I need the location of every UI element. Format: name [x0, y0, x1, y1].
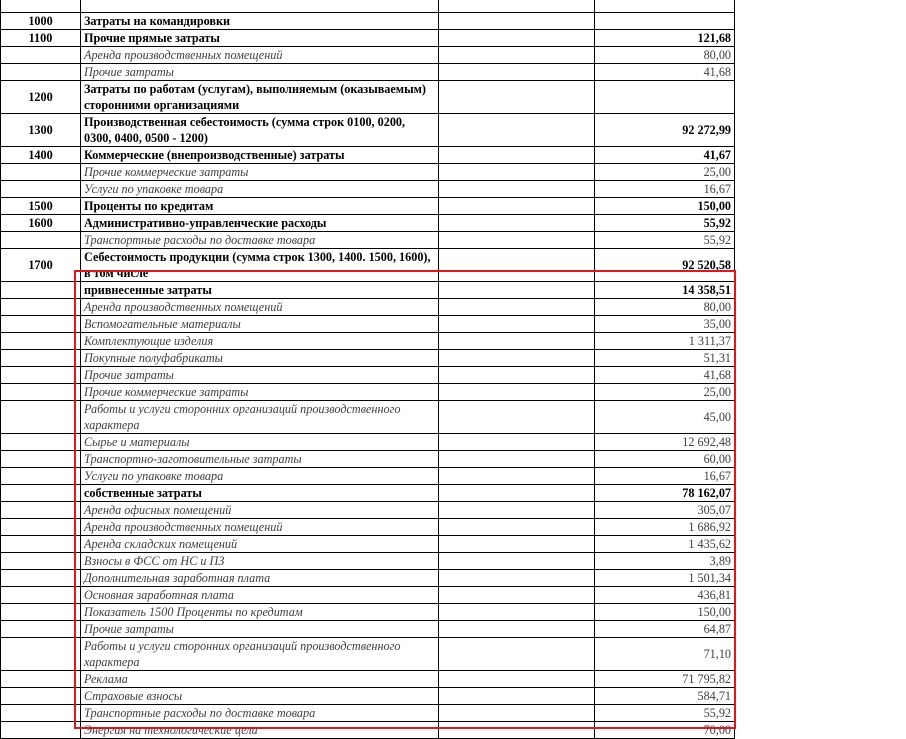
- code-cell: 1500: [1, 198, 81, 215]
- name-cell: Аренда складских помещений: [81, 536, 439, 553]
- mid-cell: [439, 164, 595, 181]
- mid-cell: [439, 485, 595, 502]
- mid-cell: [439, 401, 595, 434]
- table-row-heading: [1, 81, 735, 114]
- code-cell: [1, 638, 81, 671]
- name-cell: Основная заработная плата: [81, 587, 439, 604]
- mid-cell: [439, 705, 595, 722]
- table-row: [1, 671, 735, 688]
- mid-cell: [439, 688, 595, 705]
- code-cell: [1, 671, 81, 688]
- name-cell: Производственная себестоимость (сумма строк 0100, 0200, 0300, 0400, 0500 - 1200): [81, 114, 439, 147]
- table-row: [1, 604, 735, 621]
- mid-cell: [439, 316, 595, 333]
- name-cell: Страховые взносы: [81, 688, 439, 705]
- mid-cell: [439, 502, 595, 519]
- name-cell: Покупные полуфабрикаты: [81, 350, 439, 367]
- name-cell: Административно-управленческие расходы: [81, 215, 439, 232]
- table-row-heading: [1, 13, 735, 30]
- value-cell: 55,92: [595, 215, 735, 232]
- mid-cell: [439, 282, 595, 299]
- name-cell: [81, 0, 439, 13]
- code-cell: 1100: [1, 30, 81, 47]
- table-row-heading: [1, 30, 735, 47]
- mid-cell: [439, 147, 595, 164]
- name-cell: Прочие затраты: [81, 621, 439, 638]
- table-row: [1, 553, 735, 570]
- code-cell: [1, 519, 81, 536]
- mid-cell: [439, 30, 595, 47]
- code-cell: [1, 164, 81, 181]
- table-row: [1, 451, 735, 468]
- code-cell: [1, 0, 81, 13]
- code-cell: [1, 282, 81, 299]
- value-cell: 1 435,62: [595, 536, 735, 553]
- table-row-heading: [1, 147, 735, 164]
- name-cell: Себестоимость продукции (сумма строк 1300, 1400. 1500, 1600), в том числе: [81, 249, 439, 282]
- name-cell: Услуги по упаковке товара: [81, 181, 439, 198]
- value-cell: 14 358,51: [595, 282, 735, 299]
- code-cell: [1, 604, 81, 621]
- value-cell: 55,92: [595, 705, 735, 722]
- table-row: [1, 384, 735, 401]
- mid-cell: [439, 604, 595, 621]
- mid-cell: [439, 722, 595, 739]
- table-row: [1, 47, 735, 64]
- value-cell: 71,10: [595, 638, 735, 671]
- mid-cell: [439, 64, 595, 81]
- value-cell: 25,00: [595, 164, 735, 181]
- value-cell: 92 272,99: [595, 114, 735, 147]
- value-cell: 35,00: [595, 316, 735, 333]
- mid-cell: [439, 0, 595, 13]
- table-row: [1, 367, 735, 384]
- value-cell: 25,00: [595, 384, 735, 401]
- table-row: [1, 0, 735, 13]
- cost-table-body: [1, 0, 735, 739]
- value-cell: 16,67: [595, 468, 735, 485]
- code-cell: [1, 316, 81, 333]
- name-cell: собственные затраты: [81, 485, 439, 502]
- name-cell: Транспортные расходы по доставке товара: [81, 705, 439, 722]
- value-cell: 78 162,07: [595, 485, 735, 502]
- table-row: [1, 570, 735, 587]
- mid-cell: [439, 232, 595, 249]
- name-cell: Аренда производственных помещений: [81, 299, 439, 316]
- code-cell: [1, 350, 81, 367]
- code-cell: [1, 485, 81, 502]
- mid-cell: [439, 47, 595, 64]
- mid-cell: [439, 587, 595, 604]
- code-cell: [1, 587, 81, 604]
- mid-cell: [439, 434, 595, 451]
- mid-cell: [439, 468, 595, 485]
- name-cell: Прочие затраты: [81, 367, 439, 384]
- code-cell: [1, 502, 81, 519]
- mid-cell: [439, 350, 595, 367]
- name-cell: Коммерческие (внепроизводственные) затраты: [81, 147, 439, 164]
- table-row: [1, 536, 735, 553]
- name-cell: Затраты по работам (услугам), выполняемым (оказываемым) сторонними организациями: [81, 81, 439, 114]
- code-cell: [1, 536, 81, 553]
- mid-cell: [439, 570, 595, 587]
- table-row: [1, 621, 735, 638]
- value-cell: 92 520,58: [595, 249, 735, 282]
- mid-cell: [439, 249, 595, 282]
- mid-cell: [439, 671, 595, 688]
- code-cell: [1, 688, 81, 705]
- value-cell: 60,00: [595, 451, 735, 468]
- code-cell: 1400: [1, 147, 81, 164]
- table-row: [1, 587, 735, 604]
- mid-cell: [439, 384, 595, 401]
- table-row: [1, 434, 735, 451]
- value-cell: [595, 0, 735, 13]
- value-cell: 16,67: [595, 181, 735, 198]
- name-cell: Вспомогательные материалы: [81, 316, 439, 333]
- name-cell: Энергия на технологические цели: [81, 722, 439, 739]
- table-row: [1, 64, 735, 81]
- code-cell: [1, 621, 81, 638]
- name-cell: Работы и услуги сторонних организаций производственного характера: [81, 638, 439, 671]
- table-row: [1, 316, 735, 333]
- code-cell: [1, 232, 81, 249]
- table-row: [1, 164, 735, 181]
- table-row: [1, 519, 735, 536]
- value-cell: 121,68: [595, 30, 735, 47]
- name-cell: Аренда производственных помещений: [81, 519, 439, 536]
- table-row: [1, 333, 735, 350]
- value-cell: [595, 13, 735, 30]
- table-row: [1, 705, 735, 722]
- name-cell: Показатель 1500 Проценты по кредитам: [81, 604, 439, 621]
- code-cell: [1, 705, 81, 722]
- table-row-heading: [1, 282, 735, 299]
- code-cell: 1700: [1, 249, 81, 282]
- value-cell: 80,00: [595, 299, 735, 316]
- table-row: [1, 688, 735, 705]
- code-cell: [1, 553, 81, 570]
- mid-cell: [439, 333, 595, 350]
- value-cell: 55,92: [595, 232, 735, 249]
- code-cell: [1, 181, 81, 198]
- name-cell: Услуги по упаковке товара: [81, 468, 439, 485]
- code-cell: [1, 722, 81, 739]
- mid-cell: [439, 638, 595, 671]
- mid-cell: [439, 13, 595, 30]
- value-cell: 305,07: [595, 502, 735, 519]
- mid-cell: [439, 198, 595, 215]
- value-cell: 71 795,82: [595, 671, 735, 688]
- value-cell: 70,00: [595, 722, 735, 739]
- mid-cell: [439, 299, 595, 316]
- value-cell: 80,00: [595, 47, 735, 64]
- code-cell: 1300: [1, 114, 81, 147]
- name-cell: Прочие коммерческие затраты: [81, 164, 439, 181]
- table-row: [1, 502, 735, 519]
- mid-cell: [439, 181, 595, 198]
- name-cell: Транспортные расходы по доставке товара: [81, 232, 439, 249]
- code-cell: [1, 401, 81, 434]
- code-cell: [1, 367, 81, 384]
- code-cell: [1, 468, 81, 485]
- mid-cell: [439, 367, 595, 384]
- name-cell: Проценты по кредитам: [81, 198, 439, 215]
- value-cell: 41,68: [595, 367, 735, 384]
- table-row: [1, 468, 735, 485]
- mid-cell: [439, 215, 595, 232]
- code-cell: [1, 384, 81, 401]
- value-cell: 41,68: [595, 64, 735, 81]
- value-cell: 1 686,92: [595, 519, 735, 536]
- code-cell: [1, 64, 81, 81]
- table-row: [1, 181, 735, 198]
- value-cell: 584,71: [595, 688, 735, 705]
- name-cell: Аренда офисных помещений: [81, 502, 439, 519]
- name-cell: Прочие прямые затраты: [81, 30, 439, 47]
- value-cell: 12 692,48: [595, 434, 735, 451]
- code-cell: [1, 299, 81, 316]
- table-row: [1, 350, 735, 367]
- code-cell: [1, 570, 81, 587]
- value-cell: 45,00: [595, 401, 735, 434]
- value-cell: 1 311,37: [595, 333, 735, 350]
- value-cell: 51,31: [595, 350, 735, 367]
- mid-cell: [439, 451, 595, 468]
- table-row: [1, 638, 735, 671]
- table-row-heading: [1, 198, 735, 215]
- table-row: [1, 722, 735, 739]
- name-cell: Аренда производственных помещений: [81, 47, 439, 64]
- mid-cell: [439, 81, 595, 114]
- name-cell: Прочие коммерческие затраты: [81, 384, 439, 401]
- value-cell: 41,67: [595, 147, 735, 164]
- value-cell: [595, 81, 735, 114]
- table-row: [1, 299, 735, 316]
- code-cell: 1600: [1, 215, 81, 232]
- value-cell: 64,87: [595, 621, 735, 638]
- code-cell: [1, 333, 81, 350]
- name-cell: Реклама: [81, 671, 439, 688]
- code-cell: [1, 47, 81, 64]
- table-row-heading: [1, 215, 735, 232]
- name-cell: Работы и услуги сторонних организаций производственного характера: [81, 401, 439, 434]
- name-cell: Прочие затраты: [81, 64, 439, 81]
- name-cell: Затраты на командировки: [81, 13, 439, 30]
- code-cell: 1000: [1, 13, 81, 30]
- value-cell: 1 501,34: [595, 570, 735, 587]
- table-row-heading: [1, 485, 735, 502]
- table-row-heading: [1, 249, 735, 282]
- table-row: [1, 401, 735, 434]
- value-cell: 150,00: [595, 604, 735, 621]
- name-cell: Дополнительная заработная плата: [81, 570, 439, 587]
- value-cell: 436,81: [595, 587, 735, 604]
- mid-cell: [439, 114, 595, 147]
- name-cell: Взносы в ФСС от НС и ПЗ: [81, 553, 439, 570]
- code-cell: 1200: [1, 81, 81, 114]
- name-cell: Транспортно-заготовительные затраты: [81, 451, 439, 468]
- name-cell: Сырье и материалы: [81, 434, 439, 451]
- name-cell: Комплектующие изделия: [81, 333, 439, 350]
- table-row-heading: [1, 114, 735, 147]
- code-cell: [1, 434, 81, 451]
- value-cell: 150,00: [595, 198, 735, 215]
- mid-cell: [439, 621, 595, 638]
- mid-cell: [439, 519, 595, 536]
- value-cell: 3,89: [595, 553, 735, 570]
- table-row: [1, 232, 735, 249]
- code-cell: [1, 451, 81, 468]
- mid-cell: [439, 536, 595, 553]
- name-cell: привнесенные затраты: [81, 282, 439, 299]
- mid-cell: [439, 553, 595, 570]
